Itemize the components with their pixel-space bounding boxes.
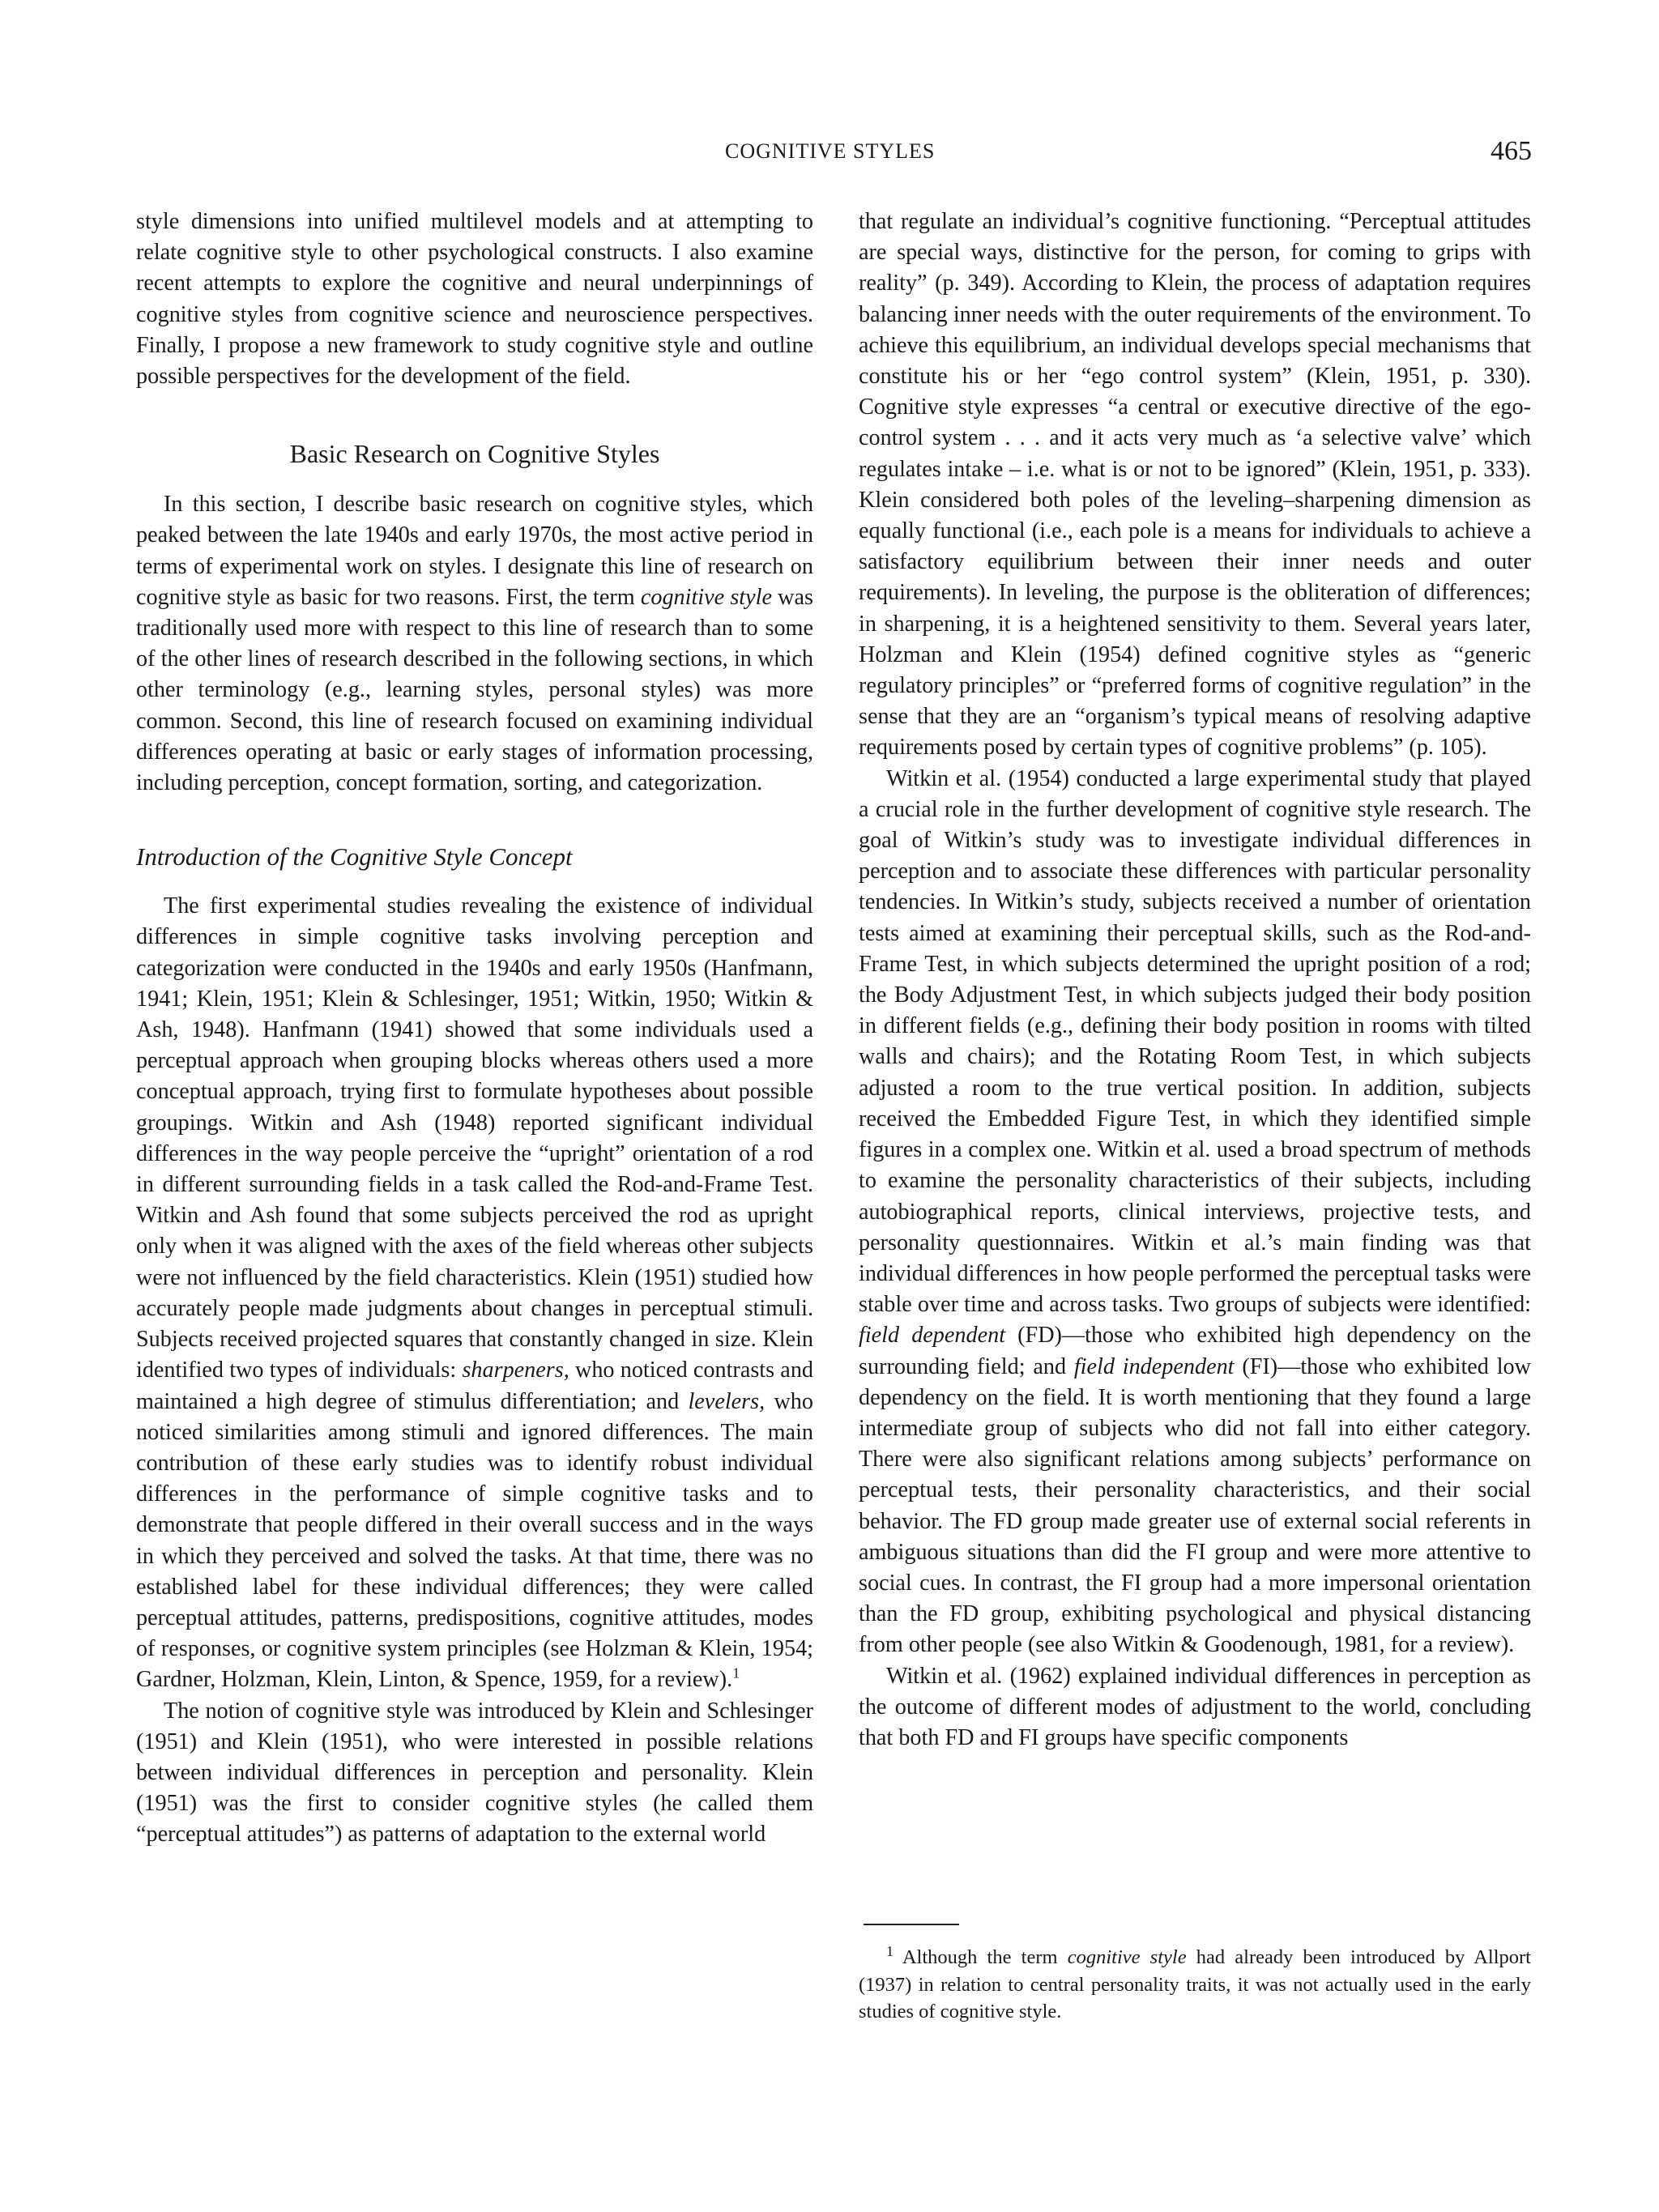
footnote-divider	[864, 1924, 959, 1925]
paragraph-continued: that regulate an individual’s cognitive functioning. “Perceptual attitudes are special ways, distinctive for the person, for coming to grips with reality” (p. 349). According to Klein, the process of adaptation requires balancing inner needs with the outer requirements of the environment. To achieve this equilibrium, an individual develops special mechanisms that constitute his or her “ego control system” (Klein, 1951, p. 330). Cognitive style expresses “a central or executive directive of the ego-control system . . . and it acts very much as ‘a selective valve’ which regulates intake – i.e. what is or not to be ignored” (Klein, 1951, p. 333). Klein considered both poles of the leveling–sharpening dimension as equally functional (i.e., each pole is a means for individuals to achieve a satisfactory equilibrium between their inner needs and outer requirements). In leveling, the purpose is the obliteration of differences; in sharpening, it is a heightened sensitivity to them. Several years later, Holzman and Klein (1954) defined cognitive styles as “generic regulatory principles” or “preferred forms of cognitive regulation” in the sense that they are an “organism’s typical means of resolving adaptive requirements posed by certain types of cognitive problems” (p. 105).	[859, 209, 1531, 761]
emphasis: cognitive style	[640, 584, 772, 610]
running-head	[0, 136, 1659, 172]
paragraph-witkin-1962: Witkin et al. (1962) explained individual differences in perception as the outcome of different modes of adjustment to the world, concluding that both FD and FI groups have specific components	[859, 1663, 1531, 1750]
emphasis: levelers,	[688, 1388, 766, 1414]
paragraph-witkin-1954: Witkin et al. (1954) conducted a large experimental study that played a crucial role in the further development of cognitive style research. The goal of Witkin’s study was to investigate individual differences in perception and to associate these differences with particular personality tendencies. In Witkin’s study, subjects received a number of orientation tests aimed at examining their perceptual skills, such as the Rod-and-Frame Test, in which subjects determined the upright position of a rod; the Body Adjustment Test, in which subjects judged their body position in different fields (e.g., defining their body position in rooms with tilted walls and chairs); and the Rotating Room Test, in which subjects adjusted a room to the true vertical position. In addition, subjects received the Embedded Figure Test, in which they identified simple figures in a complex one. Witkin et al. used a broad spectrum of methods to examine the personality characteristics of their subjects, including autobiographical reports, clinical interviews, projective tests, and personality questionnaires. Witkin et al.’s main finding was that individual differences in how people performed the perceptual tasks were stable over time and across tasks. Two groups of subjects were identified: field dependent (FD)—those who exhibited high dependency on the surrounding field; and field independent (FI)—those who exhibited low dependency on the field. It is worth mentioning that they found a large intermediate group of subjects who did not fall into either category. There were also significant relations among subjects’ performance on perceptual tests, their personality characteristics, and their social behavior. The FD group made greater use of external social referents in ambiguous situations than did the FI group and were more attentive to social cues. In contrast, the FI group had a more impersonal orientation than the FD group, exhibiting psychological and physical distancing from other people (see also Witkin & Goodenough, 1981, for a review).	[859, 765, 1531, 1658]
paragraph-notion: The notion of cognitive style was introduced by Klein and Schlesinger (1951) and Klein (1951), who were interested in possible relations between individual differences in perception and personality. Klein (1951) was the first to consider cognitive styles (he called them “perceptual attitudes”) as patterns of adaptation to the external world	[136, 1698, 813, 1848]
emphasis: field dependent	[859, 1323, 1006, 1349]
emphasis: sharpeners,	[462, 1357, 569, 1383]
footnote-marker: 1	[886, 1942, 893, 1959]
running-title: COGNITIVE STYLES	[725, 139, 936, 163]
footnote-reference[interactable]: 1	[732, 1664, 740, 1681]
footnote: $^1$ Although the term cognitive style had already been introduced by Allport (1937) in relation to central personality traits, it was not actually used in the early studies of cognitive style.	[859, 1942, 1531, 2022]
paragraph-continued: style dimensions into unified multilevel models and at attempting to relate cognitive style to other psychological constructs. I also examine recent attempts to explore the cognitive and neural underpinnings of cognitive styles from cognitive science and neuroscience perspectives. Finally, I propose a new framework to study cognitive style and outline possible perspectives for the development of the field.	[136, 209, 813, 390]
paragraph-early-studies: The first experimental studies revealing the existence of individual differences in simple cognitive tasks involving perception and categorization were conducted in the 1940s and early 1950s (Hanfmann, 1941; Klein, 1951; Klein & Schlesinger, 1951; Witkin, 1950; Witkin & Ash, 1948). Hanfmann (1941) showed that some individuals used a perceptual approach when grouping blocks whereas others used a more conceptual approach, trying first to formulate hypotheses about possible groupings. Witkin and Ash (1948) reported significant individual differences in the way people perceive the “upright” orientation of a rod in different surrounding fields in a task called the Rod-and-Frame Test. Witkin and Ash found that some subjects perceived the rod as upright only when it was aligned with the axes of the field whereas other subjects were not influenced by the field characteristics. Klein (1951) studied how accurately people made judgments about changes in perceptual stimuli. Subjects received projected squares that constantly changed in size. Klein identified two types of individuals: sharpeners, who noticed contrasts and maintained a high degree of stimulus differentiation; and levelers, who noticed similarities among stimuli and ignored differences. The main contribution of these early studies was to identify robust individual differences in the performance of simple cognitive tasks and to demonstrate that people differed in their overall success and in the ways in which they perceived and solved the tasks. At that time, there was no established label for these individual differences; they were called perceptual attitudes, patterns, predispositions, cognitive attitudes, modes of responses, or cognitive system principles (see Holzman & Klein, 1954; Gardner, Holzman, Klein, Linton, & Spence, 1959, for a review).$^1$	[136, 893, 814, 1693]
subsection-heading: Introduction of the Cognitive Style Concept	[136, 842, 573, 872]
paragraph-basic-research: In this section, I describe basic research on cognitive styles, which peaked between the late 1940s and early 1970s, the most active period in terms of experimental work on styles. I designate this line of research on cognitive style as basic for two reasons. First, the term cognitive style was traditionally used more with respect to this line of research than to some of the other lines of research described in the following sections, in which other terminology (e.g., learning styles, personal styles) was more common. Second, this line of research focused on examining individual differences operating at basic or early stages of information processing, including perception, concept formation, sorting, and categorization.	[136, 492, 813, 796]
right-column	[859, 207, 1531, 1754]
emphasis: cognitive style	[1067, 1946, 1187, 1968]
section-heading: Basic Research on Cognitive Styles	[289, 439, 660, 469]
page-number: 465	[1491, 136, 1532, 166]
left-column	[136, 207, 813, 1851]
emphasis: field independent	[1073, 1353, 1235, 1379]
